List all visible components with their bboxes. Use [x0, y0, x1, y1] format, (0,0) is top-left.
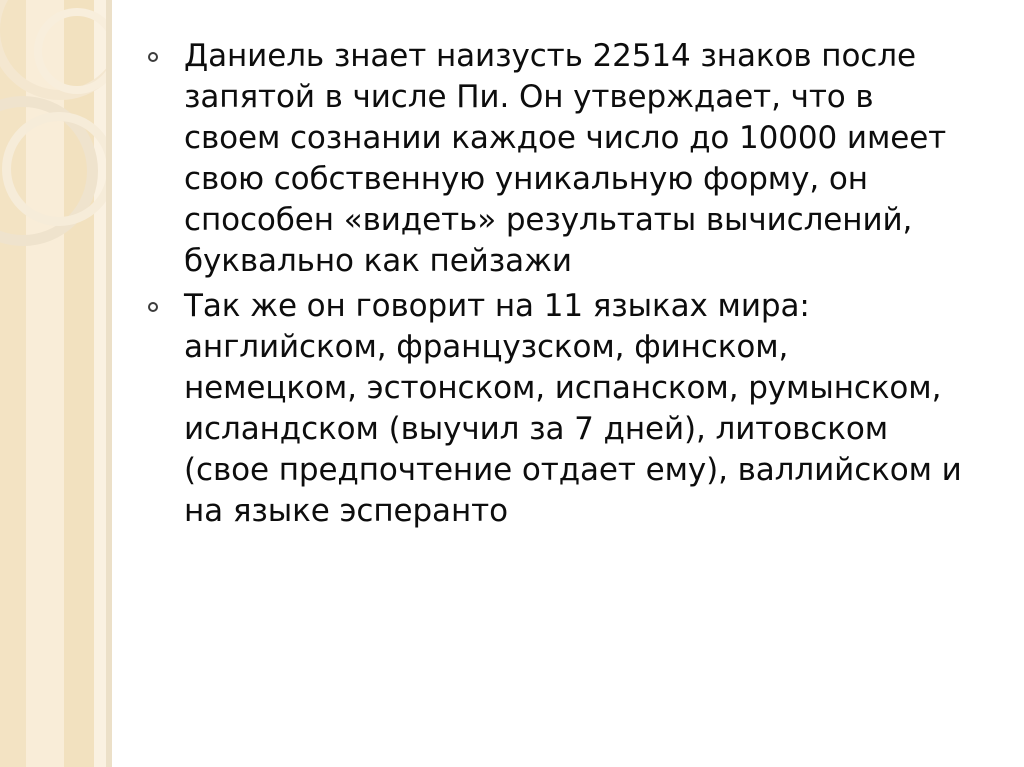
decorative-left-band	[0, 0, 112, 767]
slide-content	[140, 36, 970, 536]
bullet-list	[140, 36, 970, 532]
circle-outline-bullet-icon	[148, 302, 158, 312]
bullet-text: Даниель знает наизусть 22514 знаков после запятой в числе Пи. Он утверждает, что в своем сознании каждое число до 10000 имеет свою собственную уникальную форму, он способен «видеть» результаты вычислений, буквально как пейзажи	[184, 38, 947, 279]
list-item	[140, 286, 970, 532]
band-stripe-4	[94, 0, 106, 767]
bullet-text: Так же он говорит на 11 языках мира: английском, французском, финском, немецком, эстонском, испанском, румынском, исландском (выучил за 7 дней), литовском (свое предпочтение отдает ему), валлийском и на языке эсперанто	[184, 288, 962, 529]
decorative-ring-small	[2, 112, 112, 226]
circle-outline-bullet-icon	[148, 52, 158, 62]
list-item	[140, 36, 970, 282]
band-edge-line	[106, 0, 112, 767]
decorative-ring-top-small	[34, 8, 112, 94]
